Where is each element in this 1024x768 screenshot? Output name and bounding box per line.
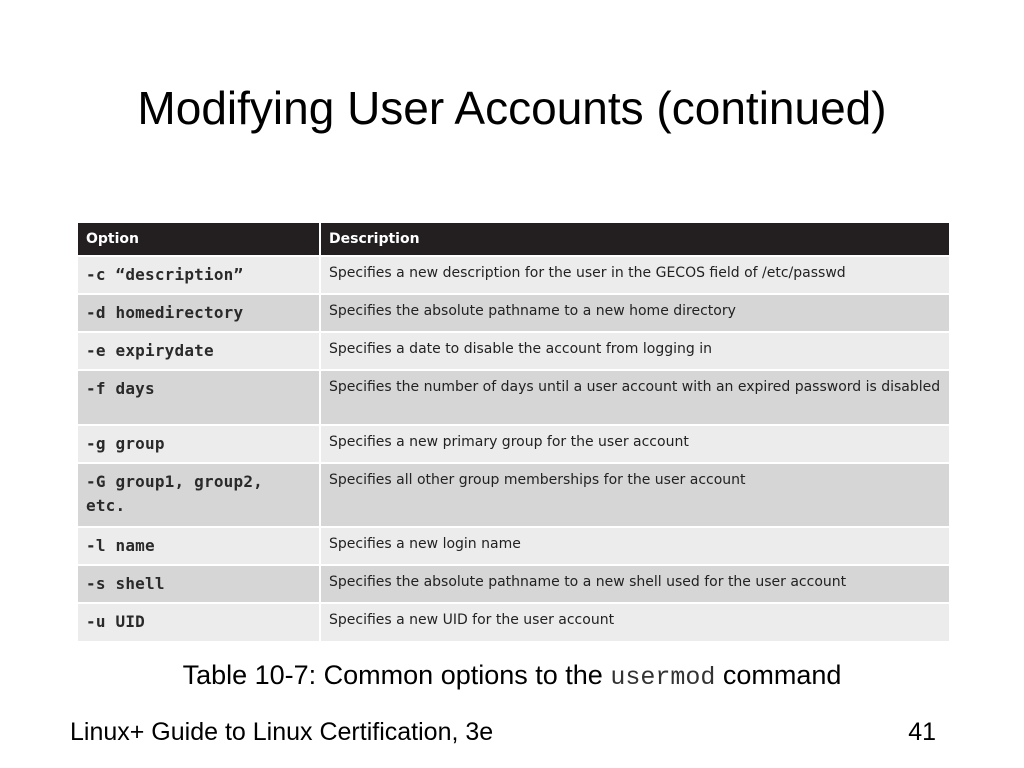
- option-cell: -d homedirectory: [78, 294, 320, 332]
- footer-book-title: Linux+ Guide to Linux Certification, 3e: [70, 718, 494, 746]
- table-row: [78, 256, 949, 294]
- description-cell: Specifies a new primary group for the user account: [320, 425, 949, 463]
- description-cell: Specifies a date to disable the account from logging in: [320, 332, 949, 370]
- page-number: 41: [908, 718, 936, 746]
- option-cell: -f days: [78, 370, 320, 425]
- table-row: [78, 294, 949, 332]
- table-row: [78, 565, 949, 603]
- table-header-row: [78, 223, 949, 256]
- option-cell: -l name: [78, 527, 320, 565]
- description-cell: Specifies the absolute pathname to a new home directory: [320, 294, 949, 332]
- description-cell: Specifies a new login name: [320, 527, 949, 565]
- column-header-option: Option: [78, 223, 320, 256]
- description-cell: Specifies the number of days until a user account with an expired password is disabled: [320, 370, 949, 425]
- table-caption: [0, 657, 1024, 696]
- description-cell: Specifies a new description for the user in the GECOS field of /etc/passwd: [320, 256, 949, 294]
- description-cell: Specifies a new UID for the user account: [320, 603, 949, 641]
- usermod-options-table: [78, 223, 949, 641]
- description-cell: Specifies all other group memberships for the user account: [320, 463, 949, 527]
- description-cell: Specifies the absolute pathname to a new shell used for the user account: [320, 565, 949, 603]
- slide-title: Modifying User Accounts (continued): [137, 82, 887, 134]
- table-row: [78, 603, 949, 641]
- option-cell: -g group: [78, 425, 320, 463]
- table-row: [78, 332, 949, 370]
- option-cell: -c “description”: [78, 256, 320, 294]
- caption-suffix: command: [715, 660, 842, 690]
- option-cell: -u UID: [78, 603, 320, 641]
- caption-command: usermod: [610, 663, 716, 692]
- table-row: [78, 463, 949, 527]
- table-row: [78, 527, 949, 565]
- column-header-description: Description: [320, 223, 949, 256]
- option-cell: -G group1, group2, etc.: [78, 463, 320, 527]
- table-row: [78, 425, 949, 463]
- table-row: [78, 370, 949, 425]
- caption-prefix: Table 10-7: Common options to the: [182, 660, 611, 690]
- option-cell: -e expirydate: [78, 332, 320, 370]
- option-cell: -s shell: [78, 565, 320, 603]
